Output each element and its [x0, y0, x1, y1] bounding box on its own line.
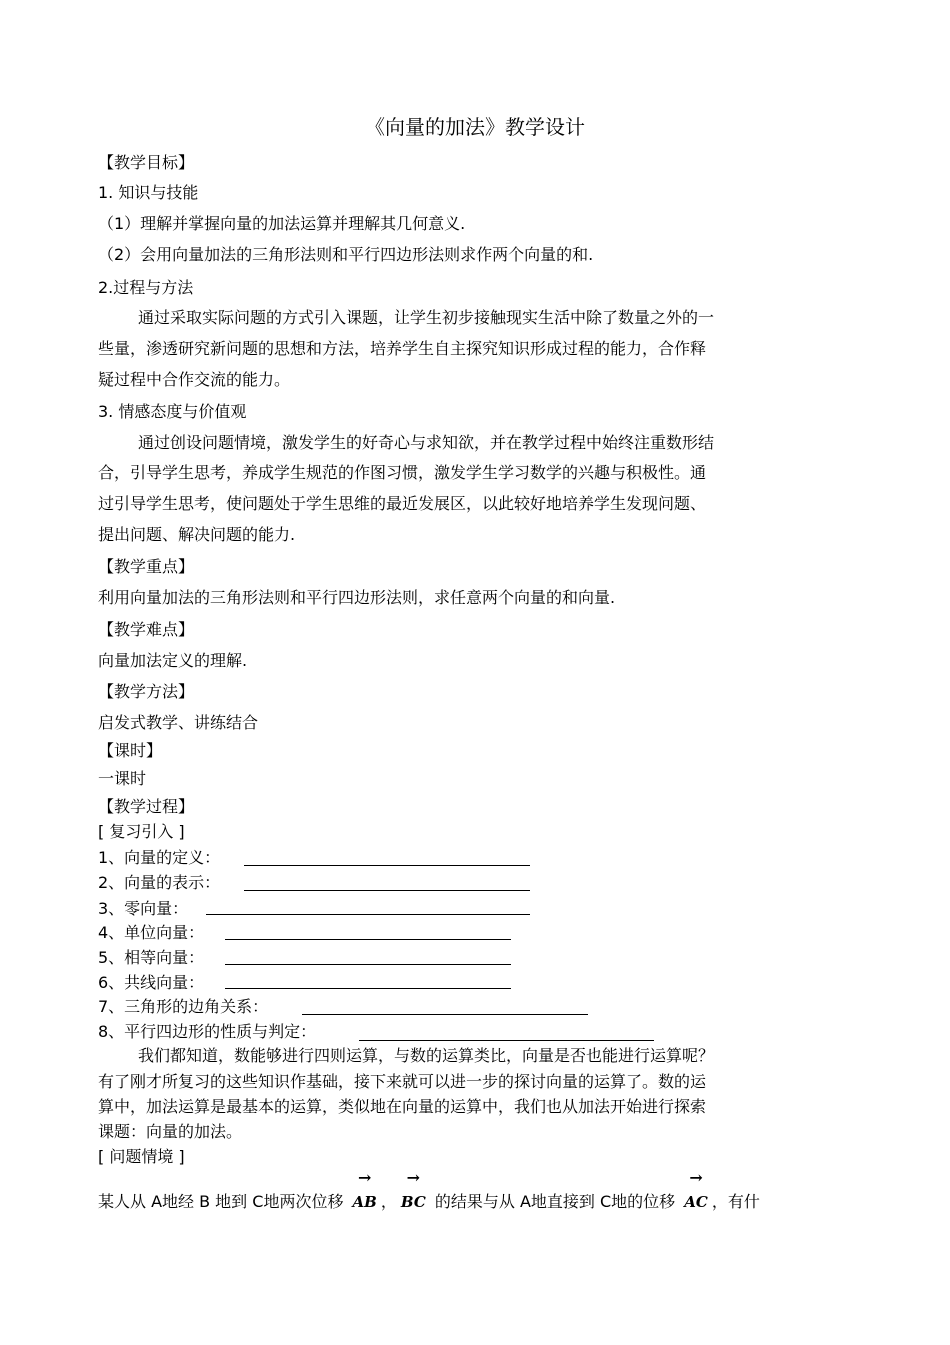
section-method-heading: 【教学方法】: [98, 682, 195, 701]
fill-blank-line: [359, 1040, 654, 1041]
fill-blank-line: [244, 890, 530, 891]
goal-attitude-heading: 3. 情感态度与价值观: [98, 402, 247, 421]
goal-process-paragraph-line: 疑过程中合作交流的能力。: [98, 370, 291, 389]
problem-text-part: 的结果与从 A地直接到 C地的位移: [434, 1192, 676, 1211]
vector-ac: [684, 1168, 708, 1213]
intro-paragraph-line: 有了刚才所复习的这些知识作基础，接下来就可以进一步的探讨向量的运算了。数的运: [98, 1072, 707, 1091]
goal-attitude-paragraph-line: 过引导学生思考，使问题处于学生思维的最近发展区，以此较好地培养学生发现问题、: [98, 494, 707, 513]
goal-attitude-paragraph-line: 合，引导学生思考，养成学生规范的作图习惯，激发学生学习数学的兴趣与积极性。通: [98, 463, 707, 482]
fill-blank-line: [225, 988, 511, 989]
section-difficulty-heading: 【教学难点】: [98, 620, 195, 639]
goal-knowledge-item-2: （2）会用向量加法的三角形法则和平行四边形法则求作两个向量的和.: [98, 245, 594, 264]
problem-heading: [ 问题情境 ]: [98, 1147, 185, 1166]
goal-attitude-paragraph-line: 通过创设问题情境，激发学生的好奇心与求知欲，并在教学过程中始终注重数形结: [138, 433, 715, 452]
review-item: 3、零向量：: [98, 899, 189, 918]
review-item: 4、单位向量：: [98, 923, 205, 942]
vector-arrow-icon: →: [689, 1168, 703, 1187]
problem-text-part: 某人从 A地经 B 地到 C地两次位移: [98, 1192, 344, 1211]
review-item: 2、向量的表示：: [98, 873, 221, 892]
fill-blank-line: [302, 1014, 588, 1015]
vector-arrow-icon: →: [406, 1168, 421, 1187]
section-hours-heading: 【课时】: [98, 741, 163, 760]
goal-process-paragraph-line: 通过采取实际问题的方式引入课题，让学生初步接触现实生活中除了数量之外的一: [138, 308, 715, 327]
section-goals-heading: 【教学目标】: [98, 153, 195, 172]
goal-knowledge-item-1: （1）理解并掌握向量的加法运算并理解其几何意义.: [98, 214, 466, 233]
comma-text: ，: [380, 1192, 397, 1211]
vector-bc: [400, 1168, 426, 1213]
review-item: 8、平行四边形的性质与判定：: [98, 1022, 317, 1041]
fill-blank-line: [206, 914, 530, 915]
goal-attitude-paragraph-line: 提出问题、解决问题的能力.: [98, 525, 296, 544]
fill-blank-line: [225, 964, 511, 965]
review-item: 6、共线向量：: [98, 973, 205, 992]
problem-sentence: [98, 1168, 838, 1213]
intro-paragraph-line: 算中，加法运算是最基本的运算，类似地在向量的运算中，我们也从加法开始进行探索: [98, 1097, 707, 1116]
hours-text: 一课时: [98, 769, 147, 788]
review-item: 7、三角形的边角关系：: [98, 997, 269, 1016]
goal-process-heading: 2.过程与方法: [98, 278, 194, 297]
method-text: 启发式教学、讲练结合: [98, 713, 259, 732]
fill-blank-line: [244, 865, 530, 866]
vector-ab: [352, 1168, 377, 1213]
goal-knowledge-heading: 1. 知识与技能: [98, 183, 199, 202]
goal-process-paragraph-line: 些量，渗透研究新问题的思想和方法，培养学生自主探究知识形成过程的能力，合作释: [98, 339, 707, 358]
key-text: 利用向量加法的三角形法则和平行四边形法则，求任意两个向量的和向量.: [98, 588, 616, 607]
vector-label: AC: [684, 1193, 708, 1211]
problem-text-part: ，有什: [711, 1192, 760, 1211]
vector-arrow-icon: →: [358, 1168, 372, 1187]
fill-blank-line: [225, 939, 511, 940]
review-item: 1、向量的定义：: [98, 848, 221, 867]
review-item: 5、相等向量：: [98, 948, 205, 967]
document-title: 《向量的加法》教学设计: [365, 115, 585, 139]
vector-label: AB: [352, 1193, 377, 1211]
intro-paragraph-line: 我们都知道，数能够进行四则运算，与数的运算类比，向量是否也能进行运算呢？: [138, 1046, 715, 1065]
vector-label: BC: [400, 1193, 426, 1211]
difficulty-text: 向量加法定义的理解.: [98, 651, 248, 670]
intro-paragraph-line: 课题：向量的加法。: [98, 1122, 243, 1141]
review-heading: [ 复习引入 ]: [98, 822, 185, 841]
section-key-heading: 【教学重点】: [98, 557, 195, 576]
section-process-heading: 【教学过程】: [98, 797, 195, 816]
